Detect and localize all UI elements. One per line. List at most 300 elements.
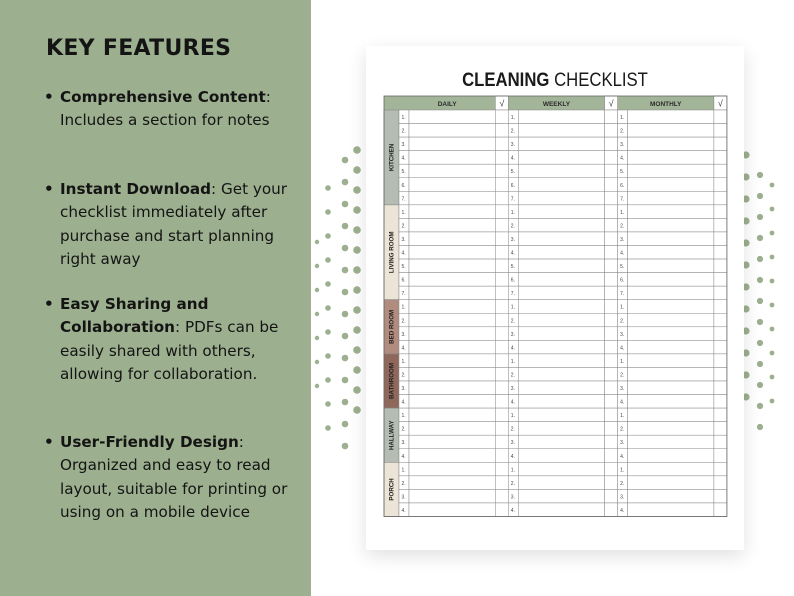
checkbox-cell[interactable]	[605, 164, 618, 178]
checkbox-cell[interactable]	[605, 246, 618, 260]
task-entry-cell[interactable]	[628, 151, 714, 165]
task-entry-cell[interactable]	[628, 300, 714, 314]
decorative-dot	[325, 281, 331, 287]
task-entry-cell[interactable]	[518, 408, 604, 422]
decorative-dot	[353, 266, 361, 274]
checkbox-cell[interactable]	[495, 354, 508, 368]
task-entry-cell[interactable]	[409, 476, 495, 490]
task-entry-cell[interactable]	[518, 232, 604, 246]
decorative-dot	[353, 246, 361, 254]
task-entry-cell[interactable]	[409, 489, 495, 503]
task-entry-cell[interactable]	[628, 435, 714, 449]
row-number: 2.	[401, 372, 406, 379]
checkbox-cell[interactable]	[495, 327, 508, 341]
decorative-dot	[770, 327, 775, 332]
task-entry-cell[interactable]	[409, 110, 495, 124]
decorative-dot	[325, 233, 331, 239]
checkbox-cell[interactable]	[605, 449, 618, 463]
decorative-dot	[353, 166, 361, 174]
checkbox-cell[interactable]	[605, 408, 618, 422]
task-entry-cell[interactable]	[628, 395, 714, 409]
checkbox-cell[interactable]	[714, 246, 727, 260]
task-entry-cell[interactable]	[409, 273, 495, 287]
checkbox-cell[interactable]	[714, 367, 727, 381]
row-number: 3.	[510, 331, 515, 338]
decorative-dot	[757, 403, 763, 409]
checkmark-icon: √	[608, 98, 614, 109]
task-entry-cell[interactable]	[628, 273, 714, 287]
task-entry-cell[interactable]	[518, 205, 604, 219]
checkbox-cell[interactable]	[714, 124, 727, 138]
decorative-dot	[757, 382, 763, 388]
task-entry-cell[interactable]	[409, 462, 495, 476]
checkbox-cell[interactable]	[714, 232, 727, 246]
task-entry-cell[interactable]	[518, 191, 604, 205]
task-entry-cell[interactable]	[518, 124, 604, 138]
row-number: 6.	[401, 277, 406, 284]
task-entry-cell[interactable]	[409, 381, 495, 395]
task-entry-cell[interactable]	[409, 327, 495, 341]
task-entry-cell[interactable]	[409, 354, 495, 368]
checkbox-cell[interactable]	[495, 367, 508, 381]
checkbox-cell[interactable]	[495, 124, 508, 138]
row-number: 3.	[510, 236, 515, 243]
row-number: 1.	[620, 209, 625, 216]
bullet-icon: •	[44, 295, 54, 313]
checkbox-cell[interactable]	[714, 218, 727, 232]
checkbox-cell[interactable]	[714, 449, 727, 463]
task-entry-cell[interactable]	[518, 449, 604, 463]
task-entry-cell[interactable]	[628, 205, 714, 219]
checkbox-cell[interactable]	[495, 178, 508, 192]
task-entry-cell[interactable]	[518, 327, 604, 341]
task-entry-cell[interactable]	[518, 137, 604, 151]
task-entry-cell[interactable]	[628, 422, 714, 436]
decorative-dot	[770, 399, 775, 404]
task-entry-cell[interactable]	[518, 395, 604, 409]
task-entry-cell[interactable]	[518, 354, 604, 368]
checkbox-cell[interactable]	[495, 462, 508, 476]
row-number: 5.	[401, 169, 406, 176]
checkbox-cell[interactable]	[495, 259, 508, 273]
checkbox-cell[interactable]	[605, 381, 618, 395]
checklist-grid	[366, 46, 744, 550]
checkbox-cell[interactable]	[714, 286, 727, 300]
decorative-dot	[770, 255, 775, 260]
row-number: 2.	[401, 128, 406, 135]
checkbox-cell[interactable]	[605, 191, 618, 205]
task-entry-cell[interactable]	[628, 232, 714, 246]
checkbox-cell[interactable]	[714, 422, 727, 436]
checkbox-cell[interactable]	[605, 395, 618, 409]
row-number: 3.	[620, 494, 625, 501]
row-number: 7.	[620, 196, 625, 203]
task-entry-cell[interactable]	[628, 354, 714, 368]
row-number: 1.	[401, 467, 406, 474]
checkbox-cell[interactable]	[495, 164, 508, 178]
row-number: 1.	[510, 115, 515, 121]
row-number: 2.	[401, 223, 406, 230]
task-entry-cell[interactable]	[409, 313, 495, 327]
checkbox-cell[interactable]	[495, 503, 508, 517]
checkbox-cell[interactable]	[714, 164, 727, 178]
decorative-dot	[757, 424, 763, 430]
features-heading: KEY FEATURES	[46, 36, 232, 61]
row-number: 2.	[510, 128, 515, 135]
row-number: 5.	[510, 169, 515, 176]
task-entry-cell[interactable]	[409, 232, 495, 246]
checkbox-cell[interactable]	[495, 395, 508, 409]
task-entry-cell[interactable]	[628, 327, 714, 341]
checkbox-cell[interactable]	[605, 422, 618, 436]
checkbox-cell[interactable]	[495, 205, 508, 219]
row-number: 2.	[620, 318, 625, 325]
row-number: 4.	[401, 399, 406, 406]
checkbox-cell[interactable]	[605, 151, 618, 165]
task-entry-cell[interactable]	[518, 218, 604, 232]
row-number: 4.	[401, 155, 406, 162]
features-panel	[0, 0, 311, 596]
decorative-dot	[353, 306, 361, 314]
task-entry-cell[interactable]	[518, 476, 604, 490]
row-number: 4.	[510, 155, 515, 162]
decorative-dot	[757, 214, 763, 220]
checkbox-cell[interactable]	[714, 395, 727, 409]
task-entry-cell[interactable]	[409, 259, 495, 273]
checkbox-cell[interactable]	[605, 340, 618, 354]
task-entry-cell[interactable]	[628, 286, 714, 300]
task-entry-cell[interactable]	[409, 449, 495, 463]
checkbox-cell[interactable]	[605, 273, 618, 287]
task-entry-cell[interactable]	[409, 300, 495, 314]
checkbox-cell[interactable]	[605, 232, 618, 246]
row-number: 2.	[620, 480, 625, 487]
row-number: 7.	[510, 196, 515, 203]
checkbox-cell[interactable]	[714, 327, 727, 341]
task-entry-cell[interactable]	[628, 124, 714, 138]
task-entry-cell[interactable]	[628, 191, 714, 205]
checkbox-cell[interactable]	[714, 503, 727, 517]
feature-item-instant-download	[46, 178, 291, 271]
task-entry-cell[interactable]	[518, 435, 604, 449]
decorative-dot	[315, 264, 319, 268]
checkbox-cell[interactable]	[714, 313, 727, 327]
checkbox-cell[interactable]	[605, 300, 618, 314]
feature-separator: :	[211, 180, 217, 198]
checkbox-cell[interactable]	[495, 300, 508, 314]
task-entry-cell[interactable]	[409, 178, 495, 192]
row-number: 4.	[510, 345, 515, 352]
task-entry-cell[interactable]	[518, 286, 604, 300]
row-number: 3.	[401, 142, 406, 149]
checkbox-cell[interactable]	[714, 381, 727, 395]
decorative-dot	[770, 375, 775, 380]
checkbox-cell[interactable]	[495, 340, 508, 354]
checklist-sheet	[366, 46, 744, 550]
section-label-hallway: HALLWAY	[388, 420, 396, 451]
row-number: 1.	[510, 209, 515, 216]
task-entry-cell[interactable]	[628, 259, 714, 273]
row-number: 7.	[401, 196, 406, 203]
checkbox-cell[interactable]	[495, 286, 508, 300]
row-number: 3.	[401, 236, 406, 243]
task-entry-cell[interactable]	[518, 151, 604, 165]
feature-title: Easy Sharing and Collaboration	[60, 295, 209, 337]
checkbox-cell[interactable]	[495, 422, 508, 436]
checkbox-cell[interactable]	[714, 151, 727, 165]
task-entry-cell[interactable]	[628, 367, 714, 381]
checkbox-cell[interactable]	[714, 191, 727, 205]
task-entry-cell[interactable]	[409, 246, 495, 260]
decorative-dot	[342, 201, 349, 208]
checkbox-cell[interactable]	[495, 313, 508, 327]
task-entry-cell[interactable]	[628, 476, 714, 490]
checkbox-cell[interactable]	[605, 205, 618, 219]
row-number: 6.	[510, 277, 515, 284]
checkbox-cell[interactable]	[714, 273, 727, 287]
row-number: 1.	[401, 209, 406, 216]
checkbox-cell[interactable]	[714, 462, 727, 476]
feature-item-easy-sharing	[46, 293, 291, 386]
checkbox-cell[interactable]	[605, 218, 618, 232]
task-entry-cell[interactable]	[628, 313, 714, 327]
task-entry-cell[interactable]	[409, 435, 495, 449]
checkbox-cell[interactable]	[495, 476, 508, 490]
checkbox-cell[interactable]	[605, 476, 618, 490]
task-entry-cell[interactable]	[409, 137, 495, 151]
row-number: 3.	[510, 440, 515, 447]
row-number: 7.	[401, 291, 406, 298]
checkbox-cell[interactable]	[714, 408, 727, 422]
checkbox-cell[interactable]	[495, 435, 508, 449]
row-number: 3.	[620, 331, 625, 338]
task-entry-cell[interactable]	[409, 367, 495, 381]
section-label-kitchen: KITCHEN	[388, 143, 396, 172]
task-entry-cell[interactable]	[409, 395, 495, 409]
row-number: 4.	[401, 345, 406, 352]
task-entry-cell[interactable]	[409, 164, 495, 178]
decorative-dot	[342, 223, 349, 230]
task-entry-cell[interactable]	[628, 449, 714, 463]
task-entry-cell[interactable]	[628, 340, 714, 354]
task-entry-cell[interactable]	[628, 110, 714, 124]
task-entry-cell[interactable]	[518, 462, 604, 476]
task-entry-cell[interactable]	[628, 137, 714, 151]
checkbox-cell[interactable]	[495, 381, 508, 395]
decorative-dot	[315, 360, 319, 364]
row-number: 3.	[620, 142, 625, 149]
row-number: 1.	[620, 358, 625, 365]
task-entry-cell[interactable]	[409, 408, 495, 422]
task-entry-cell[interactable]	[518, 381, 604, 395]
row-number: 1.	[510, 304, 515, 311]
checkbox-cell[interactable]	[605, 178, 618, 192]
checkbox-cell[interactable]	[714, 205, 727, 219]
checkbox-cell[interactable]	[495, 137, 508, 151]
row-number: 4.	[401, 250, 406, 257]
checkbox-cell[interactable]	[714, 476, 727, 490]
decorative-dot	[353, 406, 361, 414]
checkbox-cell[interactable]	[714, 435, 727, 449]
checkbox-cell[interactable]	[605, 462, 618, 476]
row-number: 1.	[620, 413, 625, 420]
task-entry-cell[interactable]	[518, 313, 604, 327]
checkbox-cell[interactable]	[495, 449, 508, 463]
task-entry-cell[interactable]	[628, 462, 714, 476]
row-number: 4.	[510, 250, 515, 257]
task-entry-cell[interactable]	[518, 503, 604, 517]
decorative-dot	[353, 146, 361, 154]
checkbox-cell[interactable]	[495, 273, 508, 287]
checkbox-cell[interactable]	[605, 489, 618, 503]
row-number: 2.	[510, 223, 515, 230]
task-entry-cell[interactable]	[518, 489, 604, 503]
decorative-dot	[353, 346, 361, 354]
row-number: 4.	[401, 453, 406, 460]
task-entry-cell[interactable]	[409, 124, 495, 138]
feature-title: Comprehensive Content	[60, 88, 266, 106]
decorative-dot	[353, 186, 361, 194]
checkbox-cell[interactable]	[605, 435, 618, 449]
task-entry-cell[interactable]	[628, 408, 714, 422]
decorative-dot	[342, 289, 349, 296]
checkbox-cell[interactable]	[495, 232, 508, 246]
task-entry-cell[interactable]	[518, 259, 604, 273]
checkbox-cell[interactable]	[605, 286, 618, 300]
decorative-dot	[325, 209, 331, 215]
decorative-dot	[325, 305, 331, 311]
row-number: 1.	[401, 413, 406, 420]
task-entry-cell[interactable]	[409, 422, 495, 436]
decorative-dot	[757, 298, 763, 304]
feature-description: Includes a section for notes	[60, 111, 270, 130]
checkbox-cell[interactable]	[714, 137, 727, 151]
row-number: 1.	[510, 467, 515, 474]
checkbox-cell[interactable]	[714, 354, 727, 368]
checkbox-cell[interactable]	[714, 489, 727, 503]
decorative-dot	[342, 245, 349, 252]
row-number: 6.	[510, 182, 515, 189]
task-entry-cell[interactable]	[518, 300, 604, 314]
checkbox-cell[interactable]	[495, 110, 508, 124]
row-number: 3.	[401, 440, 406, 447]
task-entry-cell[interactable]	[518, 422, 604, 436]
row-number: 2.	[620, 128, 625, 135]
section-label-bathroom: BATHROOM	[388, 363, 396, 399]
row-number: 1.	[620, 467, 625, 474]
row-number: 4.	[620, 155, 625, 162]
task-entry-cell[interactable]	[409, 503, 495, 517]
decorative-dot	[325, 425, 331, 431]
row-number: 4.	[620, 507, 625, 514]
checkbox-cell[interactable]	[495, 246, 508, 260]
task-entry-cell[interactable]	[628, 503, 714, 517]
checkbox-cell[interactable]	[714, 340, 727, 354]
row-number: 2.	[401, 480, 406, 487]
checkbox-cell[interactable]	[605, 503, 618, 517]
decorative-dot	[342, 267, 349, 274]
row-number: 1.	[510, 413, 515, 420]
row-number: 3.	[510, 386, 515, 392]
checkbox-cell[interactable]	[605, 354, 618, 368]
bullet-icon: •	[44, 88, 54, 106]
feature-separator: :	[238, 433, 244, 451]
task-entry-cell[interactable]	[409, 205, 495, 219]
decorative-dot	[342, 333, 349, 340]
row-number: 1.	[401, 115, 406, 121]
task-entry-cell[interactable]	[518, 340, 604, 354]
task-entry-cell[interactable]	[409, 286, 495, 300]
checkbox-cell[interactable]	[495, 489, 508, 503]
row-number: 5.	[401, 264, 406, 271]
checkbox-cell[interactable]	[605, 327, 618, 341]
row-number: 4.	[510, 507, 515, 514]
feature-item-user-friendly-design	[46, 431, 291, 524]
row-number: 2.	[510, 426, 515, 433]
task-entry-cell[interactable]	[409, 191, 495, 205]
task-entry-cell[interactable]	[628, 489, 714, 503]
checkbox-cell[interactable]	[714, 178, 727, 192]
row-number: 1.	[401, 304, 406, 311]
task-entry-cell[interactable]	[518, 178, 604, 192]
task-entry-cell[interactable]	[518, 246, 604, 260]
checkbox-cell[interactable]	[495, 191, 508, 205]
section-label-living-room: LIVING ROOM	[388, 231, 396, 274]
checkbox-cell[interactable]	[495, 151, 508, 165]
row-number: 7.	[620, 291, 625, 298]
feature-separator: :	[265, 88, 271, 106]
decorative-dot	[770, 183, 775, 188]
decorative-dot	[770, 351, 775, 356]
checkbox-cell[interactable]	[605, 259, 618, 273]
task-entry-cell[interactable]	[518, 164, 604, 178]
row-number: 3.	[401, 331, 406, 338]
checkbox-cell[interactable]	[605, 124, 618, 138]
section-label-porch: PORCH	[388, 478, 396, 501]
decorative-dot	[353, 226, 361, 234]
checkbox-cell[interactable]	[605, 367, 618, 381]
task-entry-cell[interactable]	[628, 218, 714, 232]
row-number: 4.	[620, 399, 625, 406]
task-entry-cell[interactable]	[628, 246, 714, 260]
task-entry-cell[interactable]	[518, 110, 604, 124]
checkbox-cell[interactable]	[605, 137, 618, 151]
checklist-title: CLEANING CHECKLIST	[462, 70, 648, 91]
row-number: 6.	[401, 182, 406, 189]
row-number: 2.	[401, 426, 406, 433]
task-entry-cell[interactable]	[518, 367, 604, 381]
checkbox-cell[interactable]	[605, 313, 618, 327]
decorative-dot	[315, 336, 319, 340]
task-entry-cell[interactable]	[628, 381, 714, 395]
task-entry-cell[interactable]	[628, 164, 714, 178]
checkbox-cell[interactable]	[495, 408, 508, 422]
task-entry-cell[interactable]	[628, 178, 714, 192]
checkbox-cell[interactable]	[714, 110, 727, 124]
decorative-dot	[342, 443, 349, 450]
row-number: 4.	[620, 453, 625, 460]
checkbox-cell[interactable]	[714, 259, 727, 273]
checkbox-cell[interactable]	[714, 300, 727, 314]
decorative-dot	[757, 340, 763, 346]
decorative-dot	[770, 279, 775, 284]
checkbox-cell[interactable]	[495, 218, 508, 232]
task-entry-cell[interactable]	[518, 273, 604, 287]
task-entry-cell[interactable]	[409, 340, 495, 354]
checkbox-cell[interactable]	[605, 110, 618, 124]
task-entry-cell[interactable]	[409, 151, 495, 165]
task-entry-cell[interactable]	[409, 218, 495, 232]
